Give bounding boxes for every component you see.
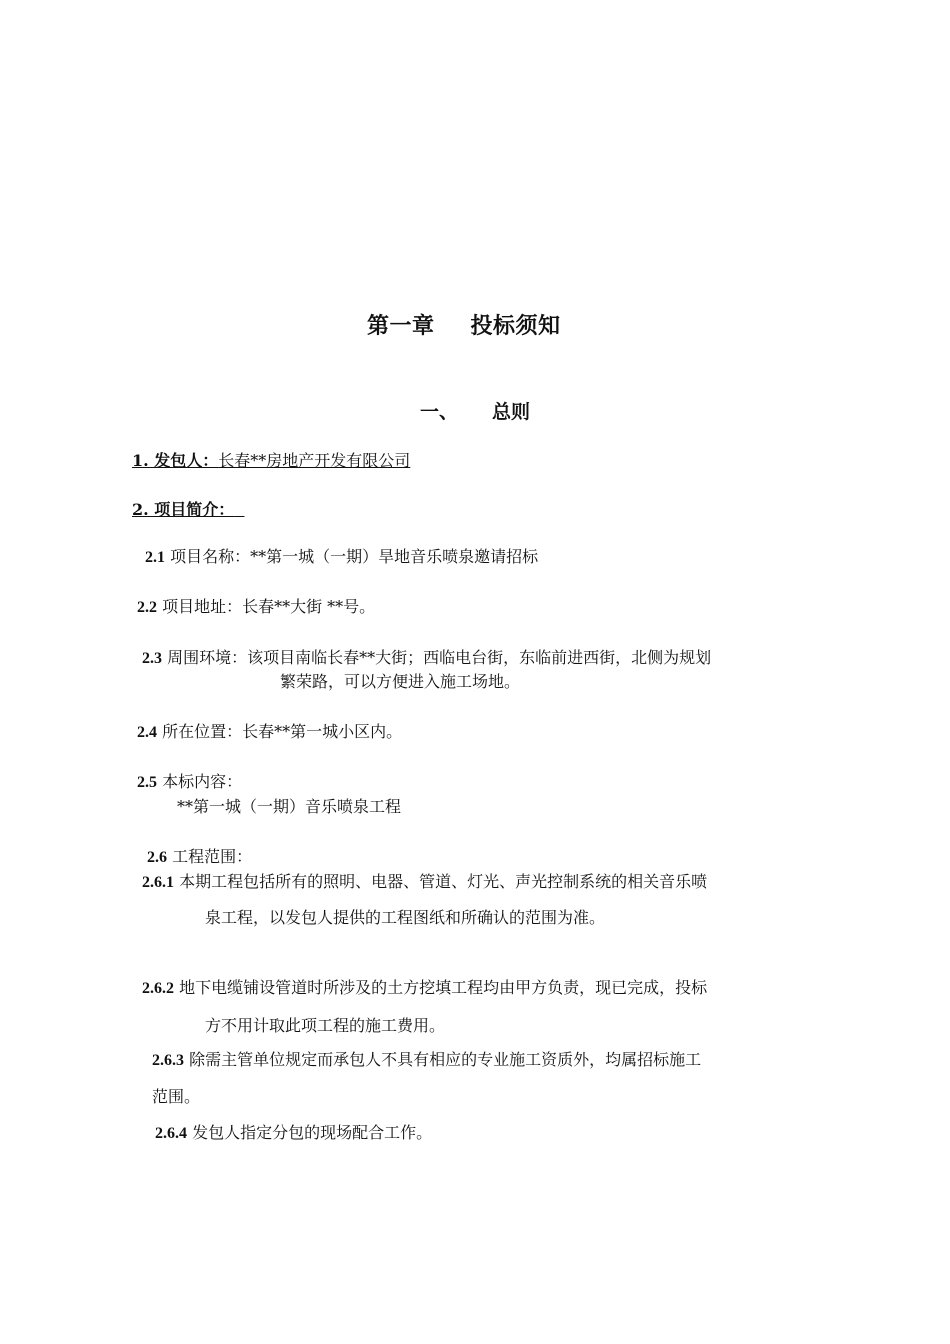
item-text: 周围环境：该项目南临长春**大街；西临电台街，东临前进西街，北侧为规划 — [162, 648, 712, 667]
item-number: 2.2 — [137, 599, 157, 616]
chapter-title — [367, 309, 561, 340]
item-text: 除需主管单位规定而承包人不具有相应的专业施工资质外，均属招标施工 — [184, 1050, 702, 1069]
item-text: 范围。 — [152, 1087, 201, 1106]
item-2-2 — [137, 596, 375, 619]
item-number: 2.6.3 — [152, 1052, 184, 1069]
item-2-6-3 — [152, 1049, 701, 1072]
item-text: 项目名称：**第一城（一期）旱地音乐喷泉邀请招标 — [165, 547, 539, 566]
employer-value: 长春**房地产开发有限公司 — [218, 451, 411, 470]
item-2-6-2 — [142, 977, 707, 1000]
section-name: 总则 — [492, 401, 531, 423]
item-text: 地下电缆铺设管道时所涉及的土方挖填工程均由甲方负责，现已完成，投标 — [174, 978, 708, 997]
project-intro-heading-text: 2. 项目简介： — [132, 500, 235, 519]
item-2-6-3-cont — [152, 1086, 200, 1108]
item-2-6-1-cont — [205, 907, 605, 929]
item-2-6-1 — [142, 871, 707, 894]
item-2-5 — [137, 771, 242, 794]
item-text: 繁荣路，可以方便进入施工场地。 — [280, 672, 521, 691]
item-2-6 — [147, 846, 252, 869]
item-text: **第一城（一期）音乐喷泉工程 — [177, 797, 402, 816]
employer-heading: 1. 发包人： — [132, 451, 219, 470]
project-intro-heading — [132, 497, 244, 520]
item-2-3 — [142, 647, 711, 670]
item-2-6-4 — [155, 1122, 432, 1145]
item-number: 2.6.2 — [142, 980, 174, 997]
item-text: 方不用计取此项工程的施工费用。 — [205, 1016, 446, 1035]
item-2-6-2-cont — [205, 1015, 445, 1037]
item-text: 所在位置：长春**第一城小区内。 — [157, 722, 403, 741]
item-text: 项目地址：长春**大街 **号。 — [157, 597, 376, 616]
section-title — [420, 397, 530, 424]
chapter-name: 投标须知 — [470, 314, 561, 339]
item-number: 2.6.1 — [142, 874, 174, 891]
item-2-3-cont — [280, 671, 520, 693]
item-number: 2.6 — [147, 849, 167, 866]
employer-line — [132, 448, 410, 471]
item-number: 2.4 — [137, 724, 157, 741]
item-2-4 — [137, 721, 402, 744]
item-number: 2.1 — [145, 549, 165, 566]
item-text: 发包人指定分包的现场配合工作。 — [187, 1123, 433, 1142]
chapter-label: 第一章 — [367, 314, 435, 339]
item-number: 2.6.4 — [155, 1125, 187, 1142]
item-text: 泉工程，以发包人提供的工程图纸和所确认的范围为准。 — [205, 908, 606, 927]
item-number: 2.3 — [142, 650, 162, 667]
item-text: 本标内容： — [157, 772, 243, 791]
section-label: 一、 — [420, 401, 459, 423]
item-text: 本期工程包括所有的照明、电器、管道、灯光、声光控制系统的相关音乐喷 — [174, 872, 708, 891]
item-2-1 — [145, 546, 538, 569]
item-2-5-cont — [177, 796, 401, 818]
item-number: 2.5 — [137, 774, 157, 791]
item-text: 工程范围： — [167, 847, 253, 866]
